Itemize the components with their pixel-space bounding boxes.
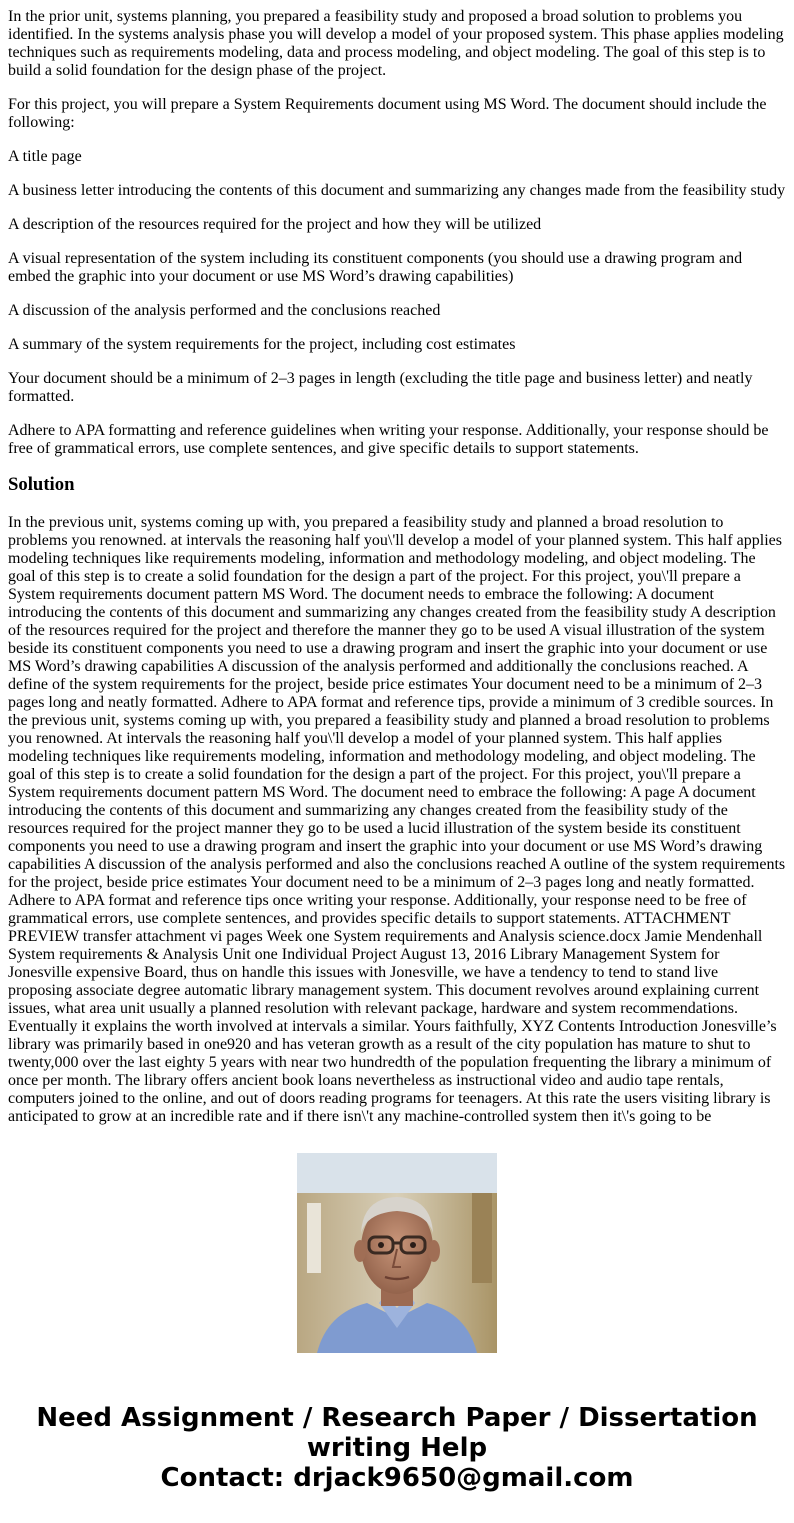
- contact-email-text: Contact: drjack9650@gmail.com: [160, 1463, 634, 1493]
- author-avatar: [297, 1153, 497, 1353]
- solution-text: In the previous unit, systems coming up with, you prepared a feasibility study and planned a broad resolution to problems you renowned. at intervals the reasoning half you\'ll develop a model of your planned system. This half applies modeling techniques like requirements modeling, information and methodology modeling, and object modeling. The goal of this step is to create a solid foundation for the design a part of the project. For this project, you\'ll prepare a System requirements document pattern MS Word. The document needs to embrace the following: A document introducing the contents of this document and summarizing any changes created from the feasibility study A description of the resources required for the project and therefore the manner they go to be used A visual illustration of the system beside its constituent components you need to use a drawing program and insert the graphic into your document or use MS Word’s drawing capabilities A discussion of the analysis performed and additionally the conclusions reached. A define of the system requirements for the project, beside price estimates Your document need to be a minimum of 2–3 pages long and neatly formatted. Adhere to APA format and reference tips, provide a minimum of 3 credible sources. In the previous unit, systems coming up with, you prepared a feasibility study and planned a broad resolution to problems you renowned. At intervals the reasoning half you\'ll develop a model of your planned system. This half applies modeling techniques like requirements modeling, information and methodology modeling, and object modeling. The goal of this step is to create a solid foundation for the design a part of the project. For this project, you\'ll prepare a System requirements document pattern MS Word. The document need to embrace the following: A page A document introducing the contents of this document and summarizing any changes created from the feasibility study of the resources required for the project manner they go to be used a lucid illustration of the system beside its constituent components you need to use a drawing program and insert the graphic into your document or use MS Word’s drawing capabilities A discussion of the analysis performed and also the conclusions reached A outline of the system requirements for the project, beside price estimates Your document need to be a minimum of 2–3 pages long and neatly formatted. Adhere to APA format and reference tips once writing your response. Additionally, your response need to be free of grammatical errors, use complete sentences, and provides specific details to support statements. ATTACHMENT PREVIEW transfer attachment vi pages Week one System requirements and Analysis science.docx Jamie Mendenhall System requirements & Analysis Unit one Individual Project August 13, 2016 Library Management System for Jonesville expensive Board, thus on handle this issues with Jonesville, we have a tendency to tend to stand live proposing associate degree automatic library management system. This document revolves around explaining current issues, what area unit usually a planned resolution with relevant package, hardware and system recommendations. Eventually it explains the worth involved at intervals a similar. Yours faithfully, XYZ Contents Introduction Jonesville’s library was primarily based in one920 and has veteran growth as a result of the city population has mature to shut to twenty,000 over the last eighty 5 years with near two hundredth of the population frequenting the library a minimum of once per month. The library offers ancient book loans nevertheless as instructional video and audio tape rentals, computers joined to the online, and out of doors reading programs for teenagers. At this rate the users visiting library is anticipated to grow at an incredible rate and if there isn\'t any machine-controlled system then it\'s going to be: [8, 514, 786, 1125]
- assignment-list-item: A description of the resources required for the project and how they will be utilized: [8, 216, 542, 233]
- document-body: [8, 0, 786, 1125]
- assignment-list-item: A business letter introducing the contents of this document and summarizing any changes made from the feasibility study: [8, 182, 786, 199]
- assignment-paragraph: Your document should be a minimum of 2–3 pages in length (excluding the title page and business letter) and neatly formatted.: [8, 370, 753, 405]
- assignment-paragraph: In the prior unit, systems planning, you prepared a feasibility study and proposed a broad solution to problems you identified. In the systems analysis phase you will develop a model of your proposed system. This phase applies modeling techniques such as requirements modeling, data and process modeling, and object modeling. The goal of this step is to build a solid foundation for the design phase of the project.: [8, 8, 784, 79]
- author-portrait-image: [297, 1153, 497, 1353]
- assignment-list-item: A discussion of the analysis performed and the conclusions reached: [8, 302, 441, 319]
- assignment-list-item: A visual representation of the system including its constituent components (you should use a drawing program and embed the graphic into your document or use MS Word’s drawing capabilities): [8, 250, 743, 285]
- assignment-paragraph: Adhere to APA formatting and reference guidelines when writing your response. Additionally, your response should be free of grammatical errors, use complete sentences, and give specific details to support statements.: [8, 422, 769, 457]
- assignment-paragraph: For this project, you will prepare a System Requirements document using MS Word. The document should include the following:: [8, 96, 767, 131]
- assignment-list-item: A summary of the system requirements for the project, including cost estimates: [8, 336, 516, 353]
- contact-banner: [0, 1403, 794, 1493]
- solution-heading: Solution: [8, 474, 75, 495]
- help-offer-text: Need Assignment / Research Paper / Dissertation writing Help: [36, 1403, 758, 1463]
- assignment-list-item: A title page: [8, 148, 82, 165]
